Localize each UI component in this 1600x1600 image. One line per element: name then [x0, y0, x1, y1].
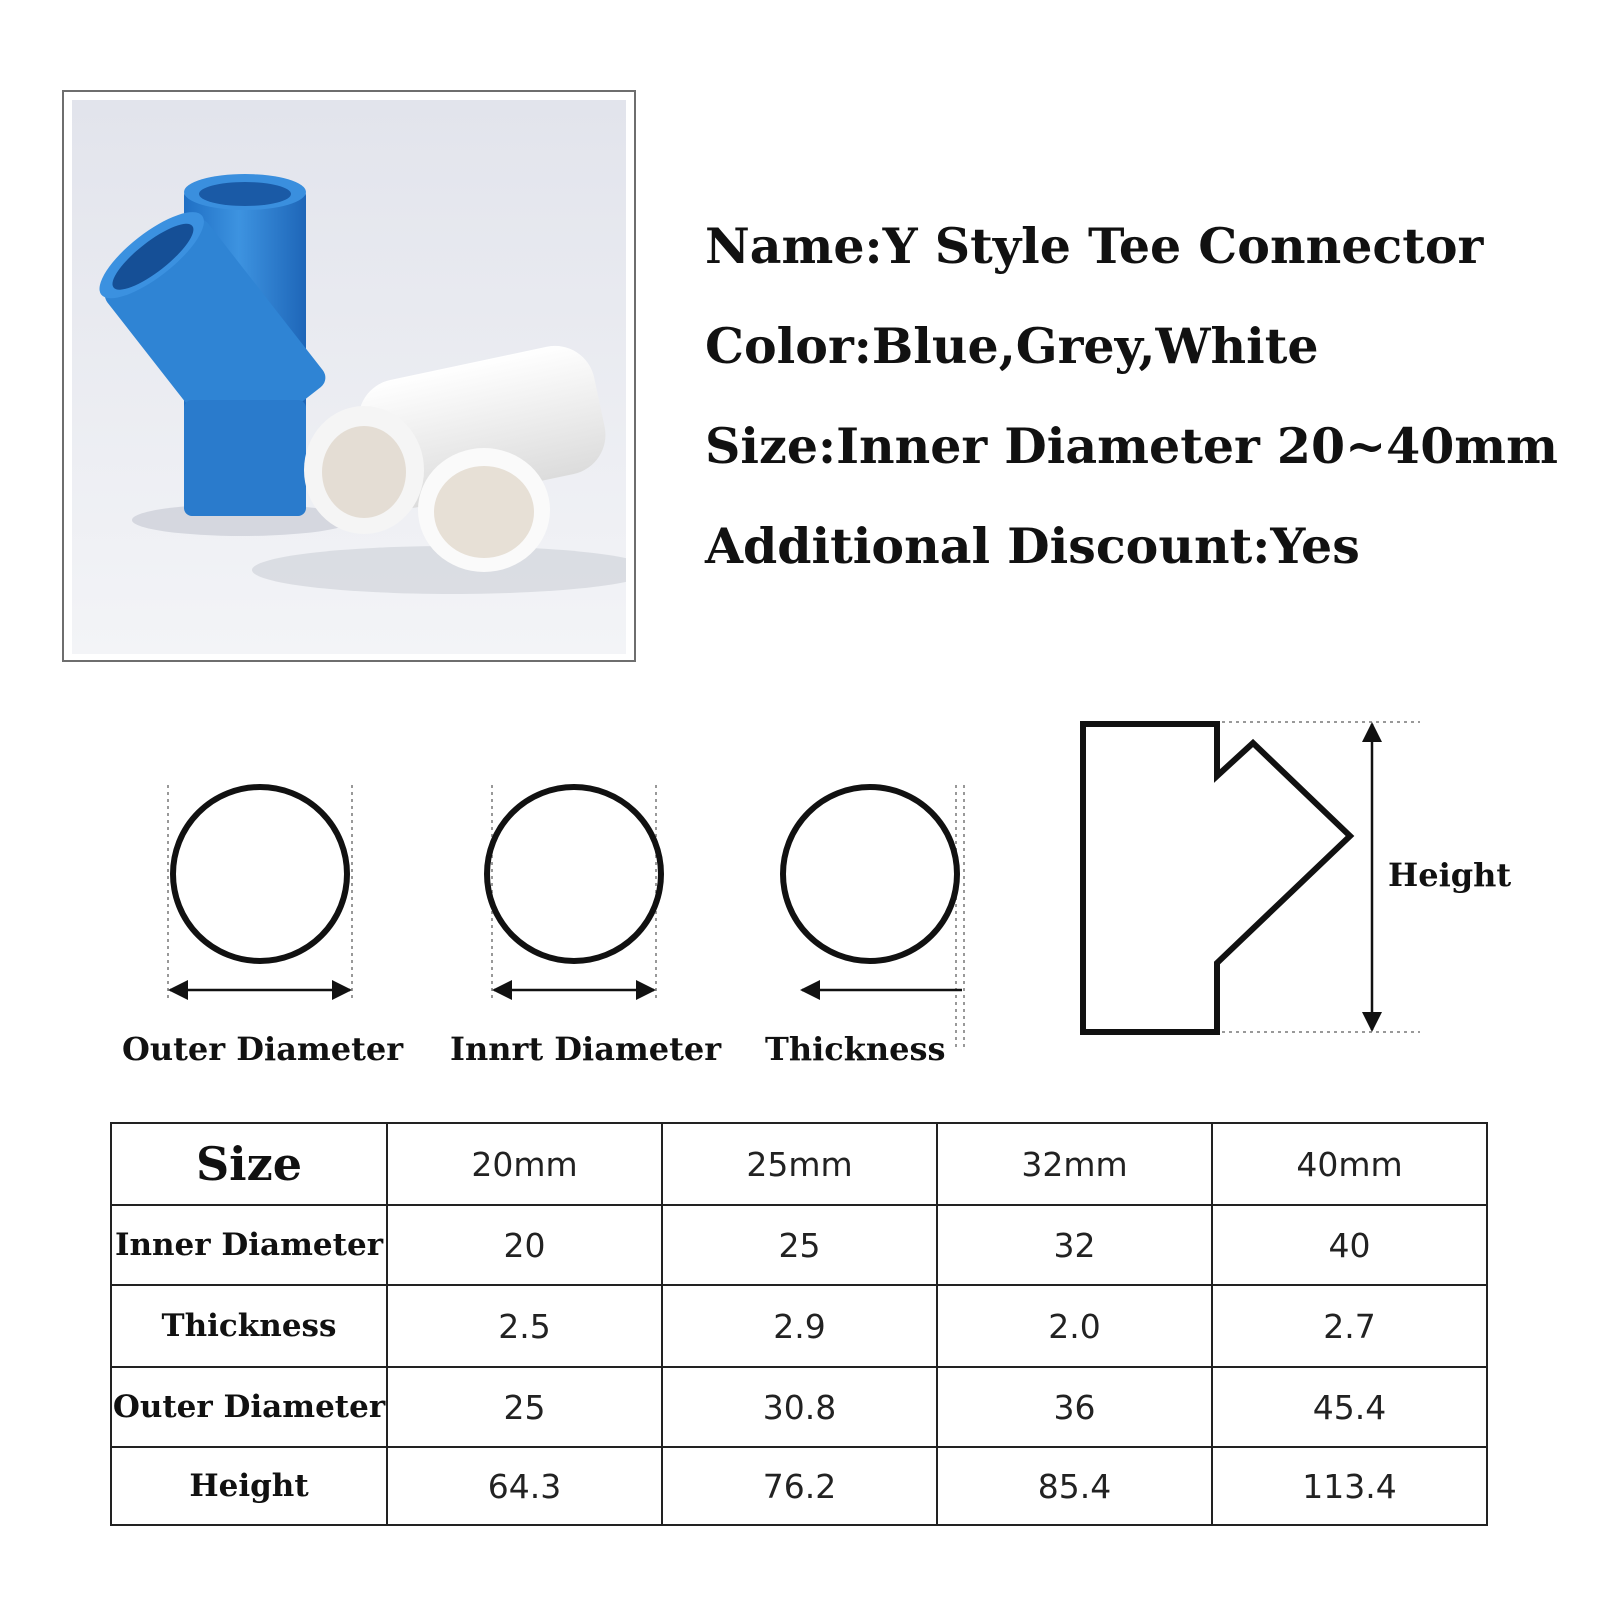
table-cell: 40 [1212, 1205, 1487, 1285]
y-tee-outline-icon [1083, 724, 1350, 1032]
table-cell: 32mm [937, 1123, 1212, 1205]
spec-name: Name:Y Style Tee Connector [705, 217, 1484, 275]
table-cell: 40mm [1212, 1123, 1487, 1205]
row-label-size: Size [111, 1123, 387, 1205]
spec-discount: Additional Discount:Yes [705, 517, 1360, 575]
table-cell: 45.4 [1212, 1367, 1487, 1447]
height-label: Height [1388, 856, 1512, 894]
table-cell: 36 [937, 1367, 1212, 1447]
outer-diameter-circle-icon [173, 787, 347, 961]
thickness-circle-icon [783, 787, 957, 961]
table-row [111, 1205, 1487, 1285]
table-cell: 32 [937, 1205, 1212, 1285]
table-cell: 2.5 [387, 1285, 662, 1367]
inner-diameter-circle-icon [487, 787, 661, 961]
table-cell: 2.0 [937, 1285, 1212, 1367]
guide-lines [168, 722, 1420, 1050]
table-row [111, 1123, 1487, 1205]
size-table [110, 1122, 1488, 1526]
table-row [111, 1447, 1487, 1525]
table-cell: 85.4 [937, 1447, 1212, 1525]
inner-diameter-label: Innrt Diameter [450, 1030, 722, 1068]
row-label-outer-diameter: Outer Diameter [111, 1367, 387, 1447]
table-cell: 20 [387, 1205, 662, 1285]
spec-color: Color:Blue,Grey,White [705, 317, 1319, 375]
row-label-inner-diameter: Inner Diameter [111, 1205, 387, 1285]
table-cell: 25mm [662, 1123, 937, 1205]
row-label-height: Height [111, 1447, 387, 1525]
table-cell: 30.8 [662, 1367, 937, 1447]
table-cell: 76.2 [662, 1447, 937, 1525]
thickness-label: Thickness [765, 1030, 946, 1068]
table-cell: 113.4 [1212, 1447, 1487, 1525]
table-cell: 2.9 [662, 1285, 937, 1367]
table-cell: 2.7 [1212, 1285, 1487, 1367]
outer-diameter-label: Outer Diameter [122, 1030, 404, 1068]
table-cell: 20mm [387, 1123, 662, 1205]
table-cell: 25 [662, 1205, 937, 1285]
table-cell: 64.3 [387, 1447, 662, 1525]
table-row [111, 1285, 1487, 1367]
row-label-thickness: Thickness [111, 1285, 387, 1367]
table-cell: 25 [387, 1367, 662, 1447]
table-row [111, 1367, 1487, 1447]
spec-size: Size:Inner Diameter 20~40mm [705, 417, 1559, 475]
